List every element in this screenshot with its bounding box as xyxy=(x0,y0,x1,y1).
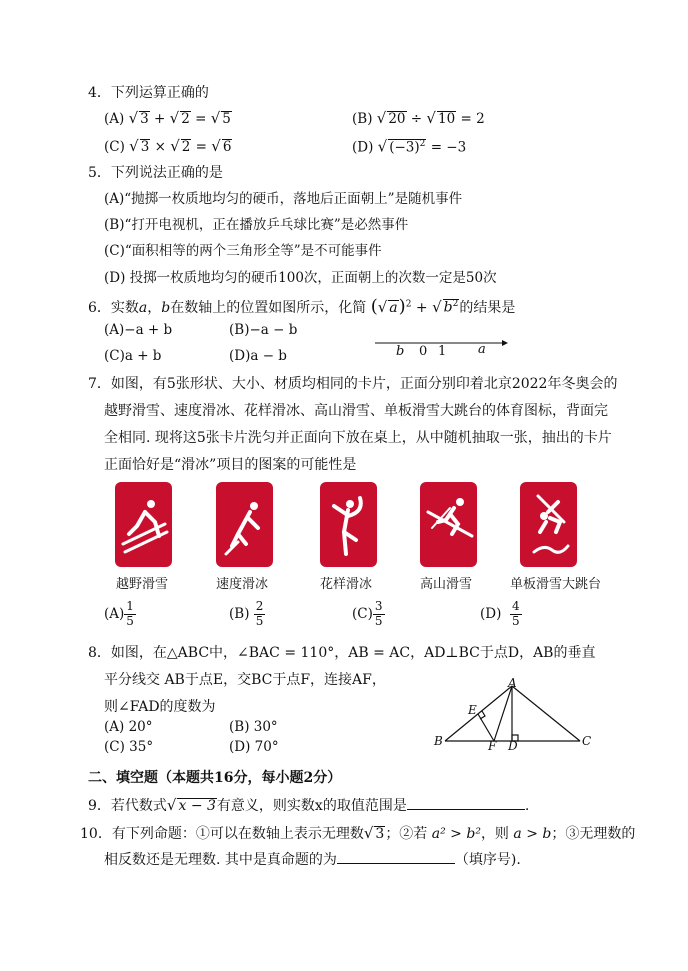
q7-option-a-label: (A) xyxy=(104,605,125,622)
q9-end: . xyxy=(524,798,530,814)
q7-a-num: 1 xyxy=(126,599,134,613)
diagram-label-b: B xyxy=(434,734,443,748)
icon-label-speed-skating: 速度滑冰 xyxy=(216,577,269,592)
q5-option-c: (C)“面积相等的两个三角形全等”是不可能事件 xyxy=(104,243,382,259)
q7-option-b xyxy=(229,600,265,629)
q6-stem-post: 的结果是 xyxy=(459,300,516,316)
q10-mid2: ，则 xyxy=(480,826,509,842)
q7-option-b-label: (B) xyxy=(229,605,250,622)
q6-var-a: a xyxy=(138,300,148,316)
q5-option-d: (D) 投掷一枚质地均匀的硬币100次，正面朝上的次数一定是50次 xyxy=(104,270,497,286)
q10-pre: 10．有下列命题：①可以在数轴上表示无理数 xyxy=(80,826,364,842)
alpine-skiing-icon xyxy=(420,482,477,567)
q8-option-d: (D) 70° xyxy=(229,739,279,755)
q4-option-d-label: (D) xyxy=(352,139,374,156)
q10-line1: 10．有下列命题：①可以在数轴上表示无理数√ 3；②若 a² > b²，则 a > b；③无理数的 xyxy=(80,824,636,842)
q7-option-a xyxy=(104,600,136,629)
q10-ineq1: a² > b² xyxy=(431,826,481,842)
diagram-label-c: C xyxy=(582,734,592,748)
q4-a-rad3: 5 xyxy=(222,111,231,127)
speed-skating-icon xyxy=(216,482,273,567)
q7-c-den: 5 xyxy=(374,613,383,628)
q10-answer-blank[interactable] xyxy=(337,863,455,864)
q6-rad-b: b xyxy=(443,300,453,316)
q4-option-b-label: (B) xyxy=(352,111,373,127)
q4-option-c: (C) √ 3 × √ 2 = √ 6 xyxy=(104,137,232,155)
q6-option-c: (C)a + b xyxy=(104,348,162,364)
q4-b-rad1: 20 xyxy=(388,111,406,127)
q4-d-inner: (−3) xyxy=(389,139,420,156)
q4-d-result: = −3 xyxy=(430,139,467,156)
q8-line3: 则∠FAD的度数为 xyxy=(104,699,216,715)
q7-line3: 全相同. 现将这5张卡片洗匀并正面向下放在桌上，从中随机抽取一张，抽出的卡片 xyxy=(104,430,612,446)
q4-option-a-label: (A) xyxy=(104,111,125,127)
q10-post: ；③无理数的 xyxy=(551,826,636,842)
q9-text: 9．若代数式√ x − 3有意义，则实数x的取值范围是 . xyxy=(88,796,530,814)
q6-option-d: (D)a − b xyxy=(229,348,287,364)
q6-stem-pre: 6．实数 xyxy=(88,300,139,316)
q7-b-num: 2 xyxy=(255,599,264,613)
q6-var-b: b xyxy=(161,300,171,316)
icon-label-cross-country: 越野滑雪 xyxy=(116,577,169,592)
q8-line2: 平分线交 AB于点E，交BC于点F，连接AF， xyxy=(104,672,386,688)
q6-stem-mid: 在数轴上的位置如图所示，化简 xyxy=(170,300,367,316)
diagram-label-a: A xyxy=(508,676,517,690)
q7-line4: 正面恰好是“滑冰”项目的图案的可能性是 xyxy=(104,457,357,473)
number-line-0: 0 xyxy=(419,344,428,359)
q7-option-d xyxy=(480,600,522,629)
q4-stem: 4．下列运算正确的 xyxy=(88,85,209,101)
q7-option-c-label: (C) xyxy=(352,605,373,622)
figure-skating-icon xyxy=(320,482,377,567)
q7-line1: 7．如图，有5张形状、大小、材质均相同的卡片，正面分别印着北京2022年冬奥会的 xyxy=(88,376,618,392)
q10-line2-text: 相反数还是无理数. 其中是真命题的为 xyxy=(104,852,337,868)
q9-pre: 9．若代数式 xyxy=(88,798,167,814)
q5-stem: 5．下列说法正确的是 xyxy=(88,165,223,181)
q4-b-rad2: 10 xyxy=(437,111,456,127)
q4-b-result: = 2 xyxy=(460,111,485,127)
q9-post: 有意义，则实数x的取值范围是 xyxy=(216,798,407,814)
q10-line2 xyxy=(104,853,521,867)
q10-end: （填序号). xyxy=(454,852,521,868)
q4-option-a: (A) √ 3 + √ 2 = √ 5 xyxy=(104,109,231,127)
q6-option-b: (B)−a − b xyxy=(229,322,298,338)
q6-exp: 2 xyxy=(405,299,412,310)
q6-plus: + xyxy=(415,300,428,316)
q9-radicand: x − 3 xyxy=(178,798,216,814)
q8-option-b: (B) 30° xyxy=(229,719,278,735)
q4-c-rad3: 6 xyxy=(222,139,232,155)
q6-option-a: (A)−a + b xyxy=(104,322,173,338)
cross-country-skiing-icon xyxy=(115,482,172,567)
icon-label-alpine: 高山滑雪 xyxy=(420,577,473,592)
q5-option-b: (B)“打开电视机，正在播放乒乓球比赛”是必然事件 xyxy=(104,217,409,233)
section-2-heading: 二、填空题（本题共16分，每小题2分） xyxy=(88,770,342,786)
q8-option-c: (C) 35° xyxy=(104,739,154,755)
number-line-a: a xyxy=(478,342,486,357)
q4-c-rad1: 3 xyxy=(140,139,150,155)
q5-option-a: (A)“抛掷一枚质地均匀的硬币，落地后正面朝上”是随机事件 xyxy=(104,191,463,207)
q7-c-num: 3 xyxy=(374,599,383,613)
diagram-label-f: F xyxy=(488,739,497,753)
q4-a-rad2: 2 xyxy=(181,111,190,127)
q6-stem: 6．实数a，b在数轴上的位置如图所示，化简 (√ a)$^2$ + √ $b^2$的结果是 xyxy=(88,296,516,317)
q4-option-b: (B) √ 20 ÷ √ 10 = 2 xyxy=(352,109,485,127)
q6-rad-a: a xyxy=(389,300,398,316)
icon-label-figure-skating: 花样滑冰 xyxy=(320,577,373,592)
q4-a-rad1: 3 xyxy=(140,111,149,127)
q7-line2: 越野滑雪、速度滑冰、花样滑冰、高山滑雪、单板滑雪大跳台的体育图标，背面完 xyxy=(104,403,608,419)
q10-rad3: 3 xyxy=(375,826,385,842)
q4-c-rad2: 2 xyxy=(181,139,191,155)
q7-option-c xyxy=(352,600,385,629)
icon-label-snowboard: 单板滑雪大跳台 xyxy=(510,577,602,592)
q6-rad-b-exp: 2 xyxy=(452,299,459,310)
number-line-b: b xyxy=(396,344,405,359)
q6-comma: ， xyxy=(147,300,162,316)
q10-mid: ；②若 xyxy=(385,826,428,842)
number-line-1: 1 xyxy=(438,344,447,359)
q7-a-den: 5 xyxy=(126,613,134,628)
q8-option-a: (A) 20° xyxy=(104,719,153,735)
q8-line1: 8．如图，在△ABC中，∠BAC = 110°，AB = AC，AD⊥BC于点D，AB的垂直 xyxy=(88,645,596,661)
q4-option-d: (D) √ $(-3)^2 = -3$ xyxy=(352,137,467,156)
q4-d-exp: 2 xyxy=(419,139,426,149)
q7-b-den: 5 xyxy=(255,613,264,628)
diagram-label-d: D xyxy=(508,739,518,753)
q7-option-d-label: (D) xyxy=(480,605,502,622)
q10-ineq2: a > b xyxy=(513,826,552,842)
q4-a-eq: = xyxy=(195,111,207,127)
q7-d-num: 4 xyxy=(511,599,520,613)
snowboard-big-air-icon xyxy=(520,482,577,567)
q7-d-den: 5 xyxy=(511,613,520,628)
diagram-label-e: E xyxy=(468,703,477,717)
q9-answer-blank[interactable] xyxy=(407,809,525,810)
q4-option-c-label: (C) xyxy=(104,139,125,155)
